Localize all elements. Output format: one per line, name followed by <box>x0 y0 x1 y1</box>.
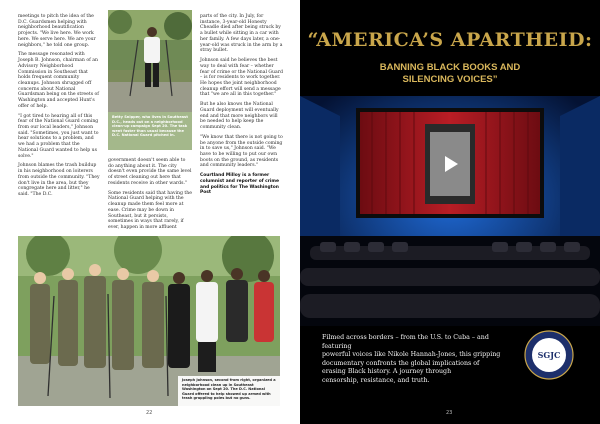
article-column-1 <box>18 14 100 202</box>
seal-text: SGJC <box>537 350 561 360</box>
photo-caption-top: Betty Snipper, who lives in Southeast D.C., heads out on a neighborhood clean-up campaign Sept 20. The task went faster than usual because the D.C. National Guard pitched in. <box>108 112 192 150</box>
theater-illustration <box>300 96 600 326</box>
description-line: Filmed across borders – from the U.S. to Cuba – and featuring <box>322 334 489 350</box>
page-number-left: 22 <box>146 410 153 416</box>
author-byline: Courtland Milloy is a former columnist and reporter of crime and politics for The Washington Post <box>200 173 279 196</box>
paragraph: meetings to pitch the idea of the D.C. Guardsmen helping with neighborhood beautification projects. "We live here. We work here. We serve here. We are your neighbors," he told one group. <box>18 14 96 48</box>
right-page <box>300 0 600 424</box>
article-column-2 <box>108 158 192 235</box>
paragraph: "We know that there is not going to be anyone from the outside coming in to save us," Johnson said. "We have to be willing to put our own boots on the ground, as residents and community leaders." <box>200 134 283 169</box>
description-line: documentary confronts the global implications of <box>322 359 480 367</box>
subhead-line: SILENCING VOICES” <box>402 73 498 85</box>
paragraph: Johnson said he believes the best way to deal with fear – whether fear of crime or the National Guard – is for residents to work together. He hopes the joint neighborhood cleanup effort will send a message that "we are all in this together." <box>200 58 283 98</box>
film-subhead <box>320 62 580 85</box>
paragraph: "I got tired to hearing all of this fear of the National Guard coming from our local leaders," Johnson said. "Sometimes, you just want to hear solutions to a problem, and we had a problem that the National Guard wanted to help us solve." <box>18 113 99 159</box>
photo-caption-bottom: Joseph Johnson, second from right, organized a neighborhood clean up in Southeast Washington on Sept 20. The D.C. National Guard offered to help showed up armed with trash grappling poles but no guns. <box>178 376 280 406</box>
subhead-line: BANNING BLACK BOOKS AND <box>379 62 521 73</box>
paragraph: Johnson blames the trash buildup in his neighborhood on loiterers from outside the community. "They don't live in the area, but they congregate here and litter," he said. "The D.C. <box>18 163 100 197</box>
photo-woman-cleanup <box>108 10 192 114</box>
description-line: censorship, resistance, and truth. <box>322 376 430 384</box>
paragraph: The message resonated with Joseph B. Johnson, chairman of an Advisory Neighborhood Commission in Southeast that holds frequent community cleanups. Johnson shrugged off concerns about National Guardsman being on the streets of Washington and accepted Hunt's offer of help. <box>18 52 99 109</box>
description-line: erasing Black history. A journey through <box>322 368 452 376</box>
film-headline: “AMERICA’S APARTHEID: <box>307 29 593 51</box>
article-column-3 <box>200 14 284 200</box>
paragraph: But he also knows the National Guard deployment will eventually end and that more neighbors will be needed to help keep the community clean. <box>200 102 279 131</box>
paragraph: parts of the city. In July, for instance, 3-year-old Honesty Cheadle died after being struck by a bullet while sitting in a car with her family. A few days later, a one-year-old was struck in the arm by a stray bullet. <box>200 14 283 54</box>
paragraph: Some residents said that having the National Guard helping with the cleanup made them feel more at ease. Crime may be down in Southeast, but it persists, sometimes in ways that rarely, if ever, happen in more affluent <box>108 190 192 230</box>
sgjc-seal <box>524 330 574 380</box>
paragraph: government doesn't seem able to do anything about it. The city doesn't even provide the same level of street cleaning out here that residents receive in other wards." <box>108 158 192 186</box>
film-description <box>322 334 518 386</box>
description-line: powerful voices like Nikole Hannah-Jones, this gripping <box>322 351 501 359</box>
page-number-right: 23 <box>446 410 453 416</box>
